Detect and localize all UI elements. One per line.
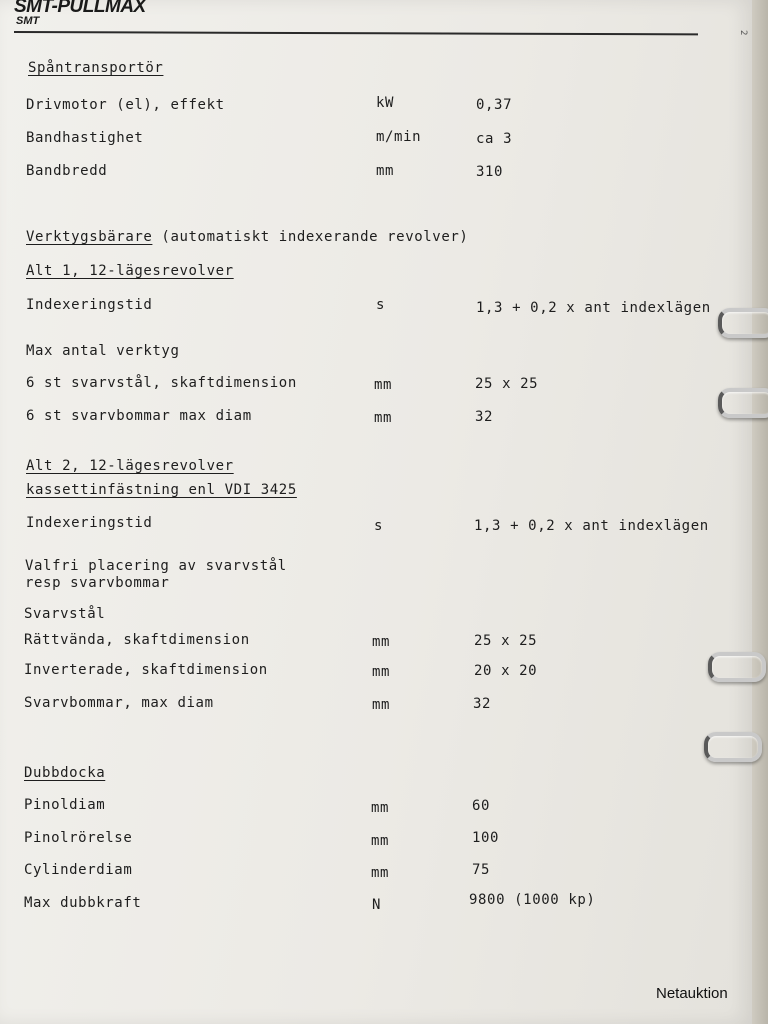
spec-value: 9800 (1000 kp) — [469, 892, 596, 908]
spec-label: Bandbredd — [26, 163, 108, 179]
spec-label: 6 st svarvbommar max diam — [26, 408, 252, 424]
section-title-chip-conveyor: Spåntransportör — [28, 60, 164, 76]
binder-ring — [704, 732, 762, 762]
spec-value: 60 — [472, 798, 491, 814]
spec-note: Valfri placering av svarvstål — [25, 558, 287, 574]
spec-unit: mm — [371, 800, 390, 816]
section-title-alt1: Alt 1, 12-lägesrevolver — [26, 263, 234, 279]
watermark-text: Netauktion — [656, 985, 728, 1002]
spec-unit: mm — [371, 833, 390, 849]
spec-label: Svarvbommar, max diam — [24, 695, 214, 711]
spec-subheading: Svarvstål — [24, 606, 106, 622]
spec-subheading: Max antal verktyg — [26, 343, 180, 359]
spec-value: 20 x 20 — [474, 663, 538, 679]
spec-label: Drivmotor (el), effekt — [26, 97, 225, 113]
spec-unit: mm — [374, 377, 393, 393]
spec-value: 0,37 — [476, 97, 513, 113]
spec-unit: kW — [376, 95, 395, 111]
spec-value: 25 x 25 — [474, 633, 538, 649]
spec-label: Indexeringstid — [26, 515, 153, 531]
section-title-alt2: Alt 2, 12-lägesrevolver — [26, 458, 234, 474]
section-title-tool-holder — [26, 229, 468, 245]
spec-label: Max dubbkraft — [24, 895, 142, 911]
spec-label: Pinolrörelse — [24, 830, 133, 846]
spec-label: Pinoldiam — [24, 797, 106, 813]
brand-logo-text: SMT-PULLMAX — [14, 0, 146, 17]
page-number: 2 — [738, 30, 748, 36]
spec-value: 25 x 25 — [475, 376, 539, 392]
spec-value: 1,3 + 0,2 x ant indexlägen — [476, 300, 711, 316]
binder-ring — [718, 388, 768, 418]
spec-value: 100 — [472, 830, 500, 846]
spec-label: Bandhastighet — [26, 130, 144, 146]
spec-label: 6 st svarvstål, skaftdimension — [26, 375, 297, 391]
spec-unit: mm — [372, 664, 391, 680]
spec-unit: s — [374, 518, 384, 534]
spec-value: ca 3 — [476, 131, 513, 147]
spec-unit: s — [376, 297, 386, 313]
tool-holder-title-rest: (automatiskt indexerande revolver) — [152, 229, 469, 245]
spec-value: 75 — [472, 862, 491, 878]
spec-value: 32 — [475, 409, 494, 425]
page-edge — [752, 0, 768, 1024]
spec-unit: mm — [376, 163, 395, 179]
spec-label: Cylinderdiam — [24, 862, 133, 878]
spec-label: Indexeringstid — [26, 297, 153, 313]
spec-label: Inverterade, skaftdimension — [24, 662, 268, 678]
spec-unit: mm — [372, 634, 391, 650]
section-title-tailstock: Dubbdocka — [24, 765, 106, 781]
brand-subtitle: SMT — [16, 15, 40, 27]
binder-ring — [708, 652, 766, 682]
tool-holder-title: Verktygsbärare — [26, 229, 153, 245]
spec-unit: mm — [372, 697, 391, 713]
spec-note: resp svarvbommar — [25, 575, 170, 591]
spec-unit: N — [372, 897, 382, 913]
spec-unit: m/min — [376, 129, 422, 145]
spec-unit: mm — [374, 410, 393, 426]
spec-value: 32 — [473, 696, 492, 712]
spec-value: 310 — [476, 164, 504, 180]
spec-label: Rättvända, skaftdimension — [24, 632, 250, 648]
binder-ring — [718, 308, 768, 338]
section-title-alt2-mount: kassettinfästning enl VDI 3425 — [26, 482, 297, 498]
spec-unit: mm — [371, 865, 390, 881]
spec-value: 1,3 + 0,2 x ant indexlägen — [474, 518, 709, 534]
